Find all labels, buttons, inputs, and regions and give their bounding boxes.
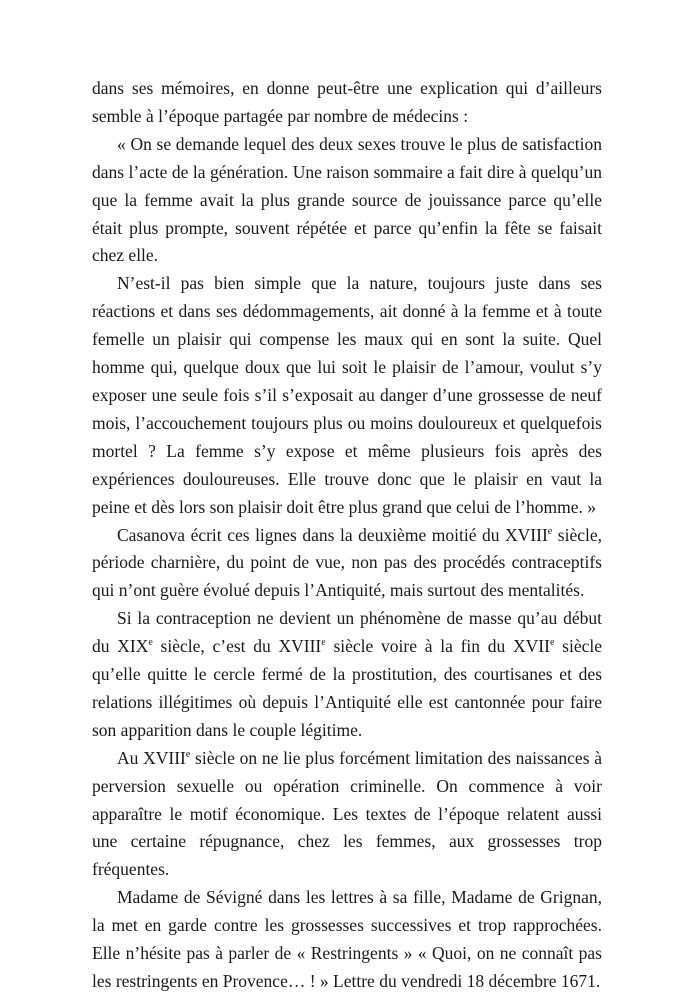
paragraph-text: siècle, période charnière, du point de vue, non pas des procédés contraceptifs qui n’ont guère évolué depuis l’Antiquité, mais surtout des mentalités. (92, 524, 602, 601)
paragraph (92, 131, 602, 271)
paragraph-text: siècle voire à la fin du XVII (325, 636, 550, 657)
superscript-text: e (547, 525, 553, 537)
paragraph-text: siècle on ne lie plus forcément limitation des naissances à perversion sexuelle ou opération criminelle. On commence à voir apparaître le motif économique. Les textes de l’époque relatent aussi une certaine répugnance, chez les femmes, aux grossesses trop fréquentes. (92, 747, 602, 880)
paragraph (92, 605, 602, 745)
paragraph-text: Au XVIII (117, 747, 186, 768)
paragraph-text: siècle qu’elle quitte le cercle fermé de la prostitution, des courtisanes et des relations illégitimes où depuis l’Antiquité elle est cantonnée pour faire son apparition dans le couple légitime. (92, 636, 602, 740)
paragraph (92, 522, 602, 606)
paragraph-text: siècle, c’est du XVIII (152, 636, 322, 657)
paragraph-text: dans ses mémoires, en donne peut-être une explication qui d’ailleurs semble à l’époque partagée par nombre de médecins : (92, 78, 602, 126)
superscript-text: e (148, 637, 153, 649)
paragraph-text: Madame de Sévigné dans les lettres à sa fille, Madame de Grignan, la met en garde contre les grossesses successives et trop rapprochées. Elle n’hésite pas à parler de « Restringents » « Quoi, on ne connaît pas les restringents en Provence… ! » Lettre du vendredi 18 décembre 1671. (92, 887, 602, 991)
paragraph-text: Casanova écrit ces lignes dans la deuxième moitié du XVIII (117, 524, 548, 545)
paragraph-text: « On se demande lequel des deux sexes trouve le plus de satisfaction dans l’acte de la génération. Une raison sommaire a fait dire à quelqu’un que la femme avait la plus grande source de jouissance parce qu’elle était plus prompte, souvent répétée et parce qu’enfin la fête se faisait chez elle. (92, 133, 602, 266)
paragraph (92, 884, 602, 996)
superscript-text: e (321, 637, 326, 649)
paragraph-text: Si la contraception ne devient un phénomène de masse qu’au début du XIX (92, 608, 602, 657)
paragraph (92, 75, 602, 131)
superscript-text: e (549, 637, 555, 649)
paragraph-text: N’est-il pas bien simple que la nature, toujours juste dans ses réactions et dans ses dédommagements, ait donné à la femme et à toute femelle un plaisir qui compense les maux qui en sont la suite. Quel homme qui, quelque doux que lui soit le plaisir de l’amour, voulut s’y exposer une seule fois s’il s’exposait au danger d’une grossesse de neuf mois, l’accouchement toujours plus ou moins douloureux et quelquefois mortel ? La femme s’y expose et même plusieurs fois après des expériences douloureuses. Elle trouve donc que le plaisir en vaut la peine et dès lors son plaisir doit être plus grand que celui de l’homme. » (92, 273, 602, 517)
paragraph (92, 270, 602, 521)
superscript-text: e (185, 748, 191, 760)
document-body (92, 75, 602, 996)
paragraph (92, 745, 602, 885)
